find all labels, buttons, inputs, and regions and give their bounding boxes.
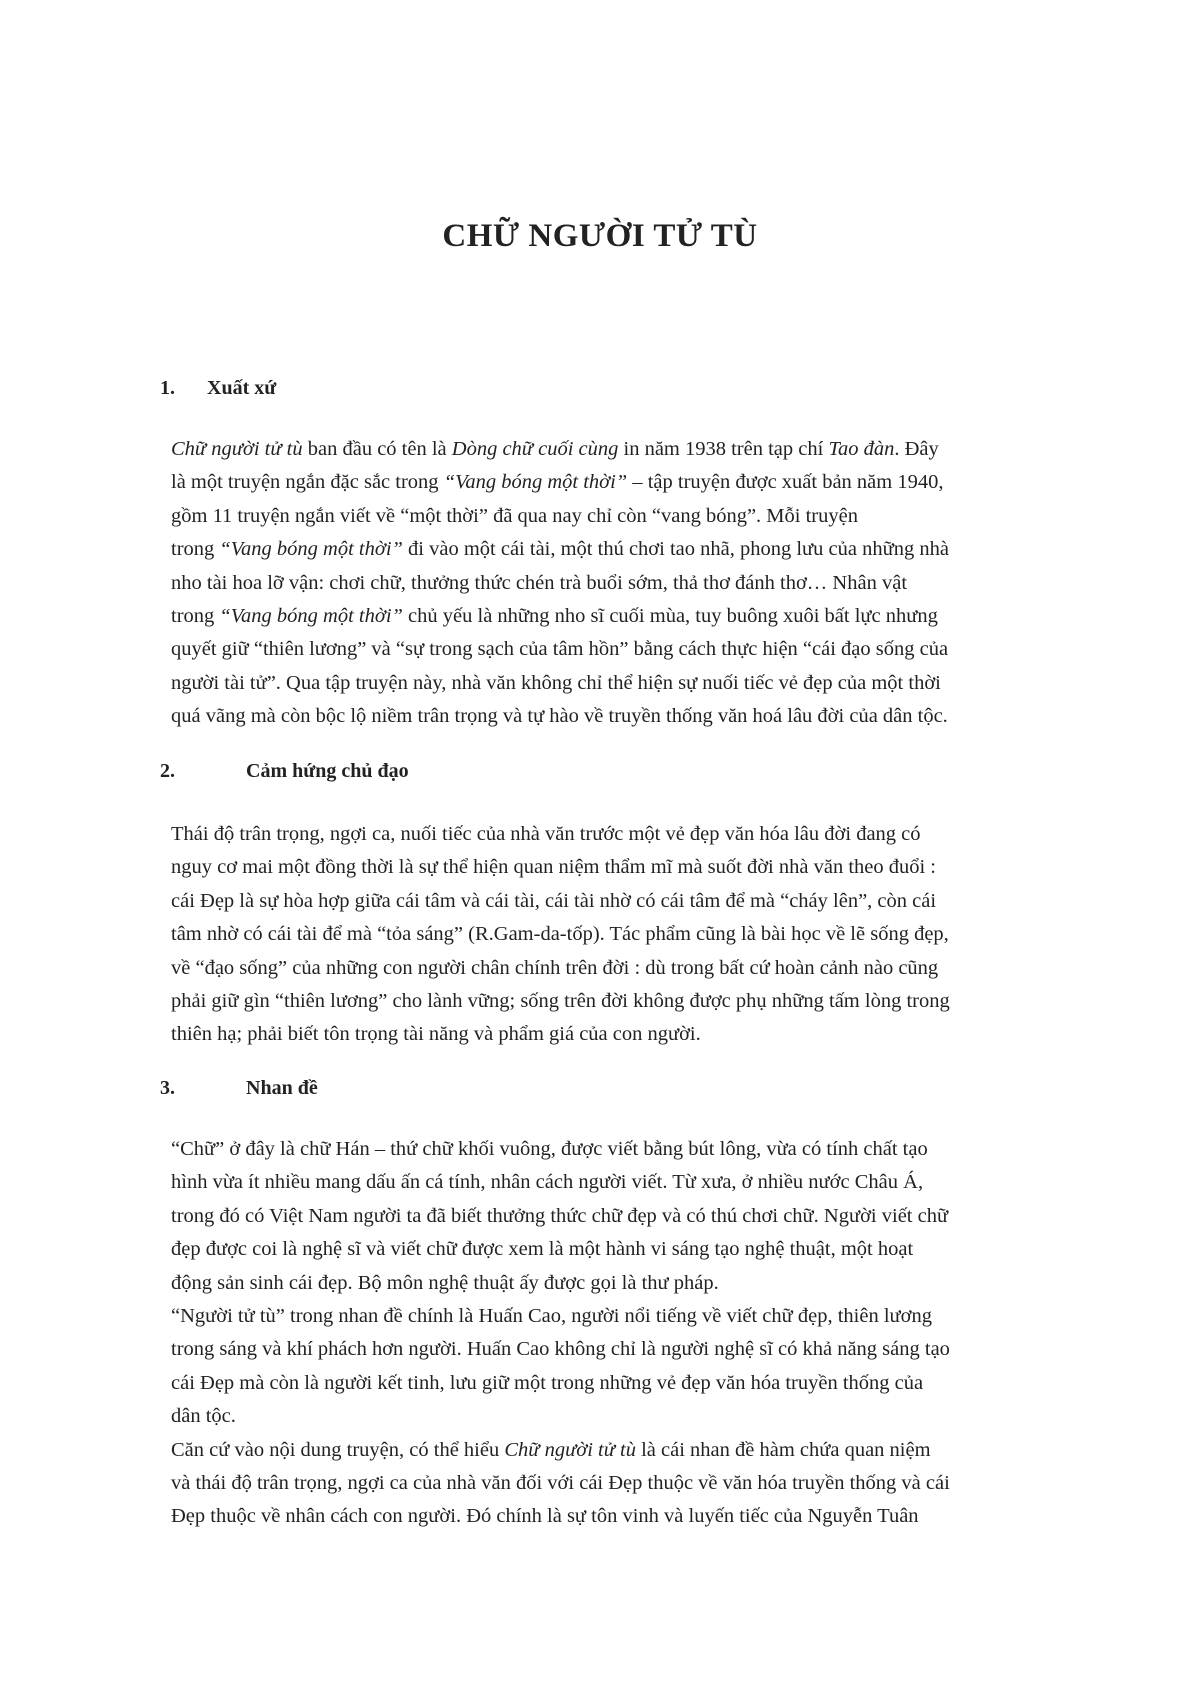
italic-text: Chữ người tử tù xyxy=(504,1438,636,1461)
text-line xyxy=(171,1200,1066,1233)
text-line xyxy=(171,952,1066,985)
italic-text: Tao đàn xyxy=(828,438,895,460)
text-run: nho tài hoa lỡ vận: chơi chữ, thưởng thức chén trà buổi sớm, thả thơ đánh thơ… Nhân vật xyxy=(171,571,908,594)
text-line xyxy=(171,600,1066,633)
section-title: Cảm hứng chủ đạo xyxy=(246,760,409,782)
text-run: – tập truyện được xuất bản năm 1940, xyxy=(627,471,944,494)
text-run: quyết giữ “thiên lương” và “sự trong sạch của tâm hồn” bằng cách thực hiện “cái đạo sống của xyxy=(171,638,949,661)
italic-text: “Vang bóng một thời” xyxy=(219,538,403,561)
section-number: 2. xyxy=(160,760,175,782)
text-line xyxy=(171,918,1066,951)
text-run: đi vào một cái tài, một thú chơi tao nhã, phong lưu của những nhà xyxy=(402,538,949,561)
text-line xyxy=(171,700,1066,733)
text-line xyxy=(171,1133,1066,1166)
text-run: trong xyxy=(171,538,220,561)
text-run: là một truyện ngắn đặc sắc trong xyxy=(171,471,444,494)
text-line xyxy=(171,667,1066,700)
italic-text: “Vang bóng một thời” xyxy=(443,471,628,494)
text-run: gồm 11 truyện ngắn viết về “một thời” đã qua nay chỉ còn “vang bóng”. Mỗi truyện xyxy=(171,504,858,527)
text-run: trong đó có Việt Nam người ta đã biết thưởng thức chữ đẹp và có thú chơi chữ. Người viết chữ xyxy=(171,1204,949,1227)
section-3-paragraph xyxy=(171,1133,1066,1534)
text-line xyxy=(171,1166,1066,1199)
text-line xyxy=(171,1300,1066,1333)
section-heading-1 xyxy=(160,377,276,400)
italic-text: Dòng chữ cuối cùng xyxy=(451,438,619,460)
text-run: trong xyxy=(171,605,220,628)
text-line xyxy=(171,433,1066,466)
text-run: Đẹp thuộc về nhân cách con người. Đó chính là sự tôn vinh và luyến tiếc của Nguyễn Tuân xyxy=(171,1505,919,1528)
text-run: “Chữ” ở đây là chữ Hán – thứ chữ khối vuông, được viết bằng bút lông, vừa có tính chất tạo xyxy=(171,1138,928,1160)
text-line xyxy=(171,533,1066,566)
text-line xyxy=(171,1467,1066,1500)
text-run: nguy cơ mai một đồng thời là sự thể hiện quan niệm thẩm mĩ mà suốt đời nhà văn theo đuổi : xyxy=(171,856,937,879)
text-run: chủ yếu là những nho sĩ cuối mùa, tuy buông xuôi bất lực nhưng xyxy=(402,605,938,628)
text-run: là cái nhan đề hàm chứa quan niệm xyxy=(635,1438,931,1461)
text-line xyxy=(171,500,1066,533)
text-run: Căn cứ vào nội dung truyện, có thể hiểu xyxy=(171,1438,505,1461)
text-run: cái Đẹp mà còn là người kết tinh, lưu giữ một trong những vẻ đẹp văn hóa truyền thống của xyxy=(171,1371,924,1394)
text-line xyxy=(171,1018,1066,1051)
section-heading-2 xyxy=(160,760,409,783)
text-line xyxy=(171,1333,1066,1366)
section-title: Nhan đề xyxy=(246,1077,318,1099)
text-run: hình vừa ít nhiều mang dấu ấn cá tính, nhân cách người viết. Từ xưa, ở nhiều nước Châu Á, xyxy=(171,1171,924,1194)
text-run: cái Đẹp là sự hòa hợp giữa cái tâm và cái tài, cái tài nhờ có cái tâm để mà “cháy lên”, còn cái xyxy=(171,889,937,912)
text-line xyxy=(171,633,1066,666)
text-run: tâm nhờ có cái tài để mà “tỏa sáng” (R.Gam-da-tốp). Tác phẩm cũng là bài học về lẽ sống đẹp, xyxy=(171,923,949,946)
text-run: động sản sinh cái đẹp. Bộ môn nghệ thuật ấy được gọi là thư pháp. xyxy=(171,1271,719,1294)
text-line xyxy=(171,1434,1066,1467)
text-line xyxy=(171,567,1066,600)
text-run: ban đầu có tên là xyxy=(302,438,452,460)
text-line xyxy=(171,851,1066,884)
text-line xyxy=(171,818,1066,851)
section-number: 3. xyxy=(160,1077,175,1099)
text-line xyxy=(171,1367,1066,1400)
section-title: Xuất xứ xyxy=(207,377,277,399)
text-run: . Đây xyxy=(894,438,939,460)
text-line xyxy=(171,1500,1066,1533)
text-run: dân tộc. xyxy=(171,1405,236,1428)
text-run: về “đạo sống” của những con người chân chính trên đời : dù trong bất cứ hoàn cảnh nào cũng xyxy=(171,956,939,979)
text-run: “Người tử tù” trong nhan đề chính là Huấn Cao, người nổi tiếng về viết chữ đẹp, thiên lương xyxy=(171,1305,933,1328)
text-run: Thái độ trân trọng, ngợi ca, nuối tiếc của nhà văn trước một vẻ đẹp văn hóa lâu đời đang có xyxy=(171,823,921,845)
text-line xyxy=(171,885,1066,918)
italic-text: “Vang bóng một thời” xyxy=(219,605,403,628)
text-run: thiên hạ; phải biết tôn trọng tài năng và phẩm giá của con người. xyxy=(171,1023,701,1046)
section-2-paragraph xyxy=(171,818,1066,1052)
text-run: và thái độ trân trọng, ngợi ca của nhà văn đối với cái Đẹp thuộc về văn hóa truyền thống và cái xyxy=(171,1472,950,1495)
text-line xyxy=(171,1400,1066,1433)
text-run: đẹp được coi là nghệ sĩ và viết chữ được xem là một hành vi sáng tạo nghệ thuật, một hoạt xyxy=(171,1238,914,1261)
text-line xyxy=(171,985,1066,1018)
text-run: in năm 1938 trên tạp chí xyxy=(618,438,829,460)
text-line xyxy=(171,1267,1066,1300)
section-1-paragraph xyxy=(171,433,1066,734)
text-run: quá vãng mà còn bộc lộ niềm trân trọng và tự hào về truyền thống văn hoá lâu đời của dân tộc. xyxy=(171,705,948,728)
text-run: trong sáng và khí phách hơn người. Huấn Cao không chỉ là người nghệ sĩ có khả năng sáng tạo xyxy=(171,1338,950,1361)
text-line xyxy=(171,1233,1066,1266)
section-number: 1. xyxy=(160,377,175,399)
text-run: người tài tử”. Qua tập truyện này, nhà văn không chỉ thể hiện sự nuối tiếc vẻ đẹp của một thời xyxy=(171,671,941,694)
section-heading-3 xyxy=(160,1077,318,1100)
italic-text: Chữ người tử tù xyxy=(171,438,303,460)
text-line xyxy=(171,466,1066,499)
text-run: phải giữ gìn “thiên lương” cho lành vững; sống trên đời không được phụ những tấm lòng trong xyxy=(171,990,950,1013)
page-title: CHỮ NGƯỜI TỬ TÙ xyxy=(442,218,758,254)
